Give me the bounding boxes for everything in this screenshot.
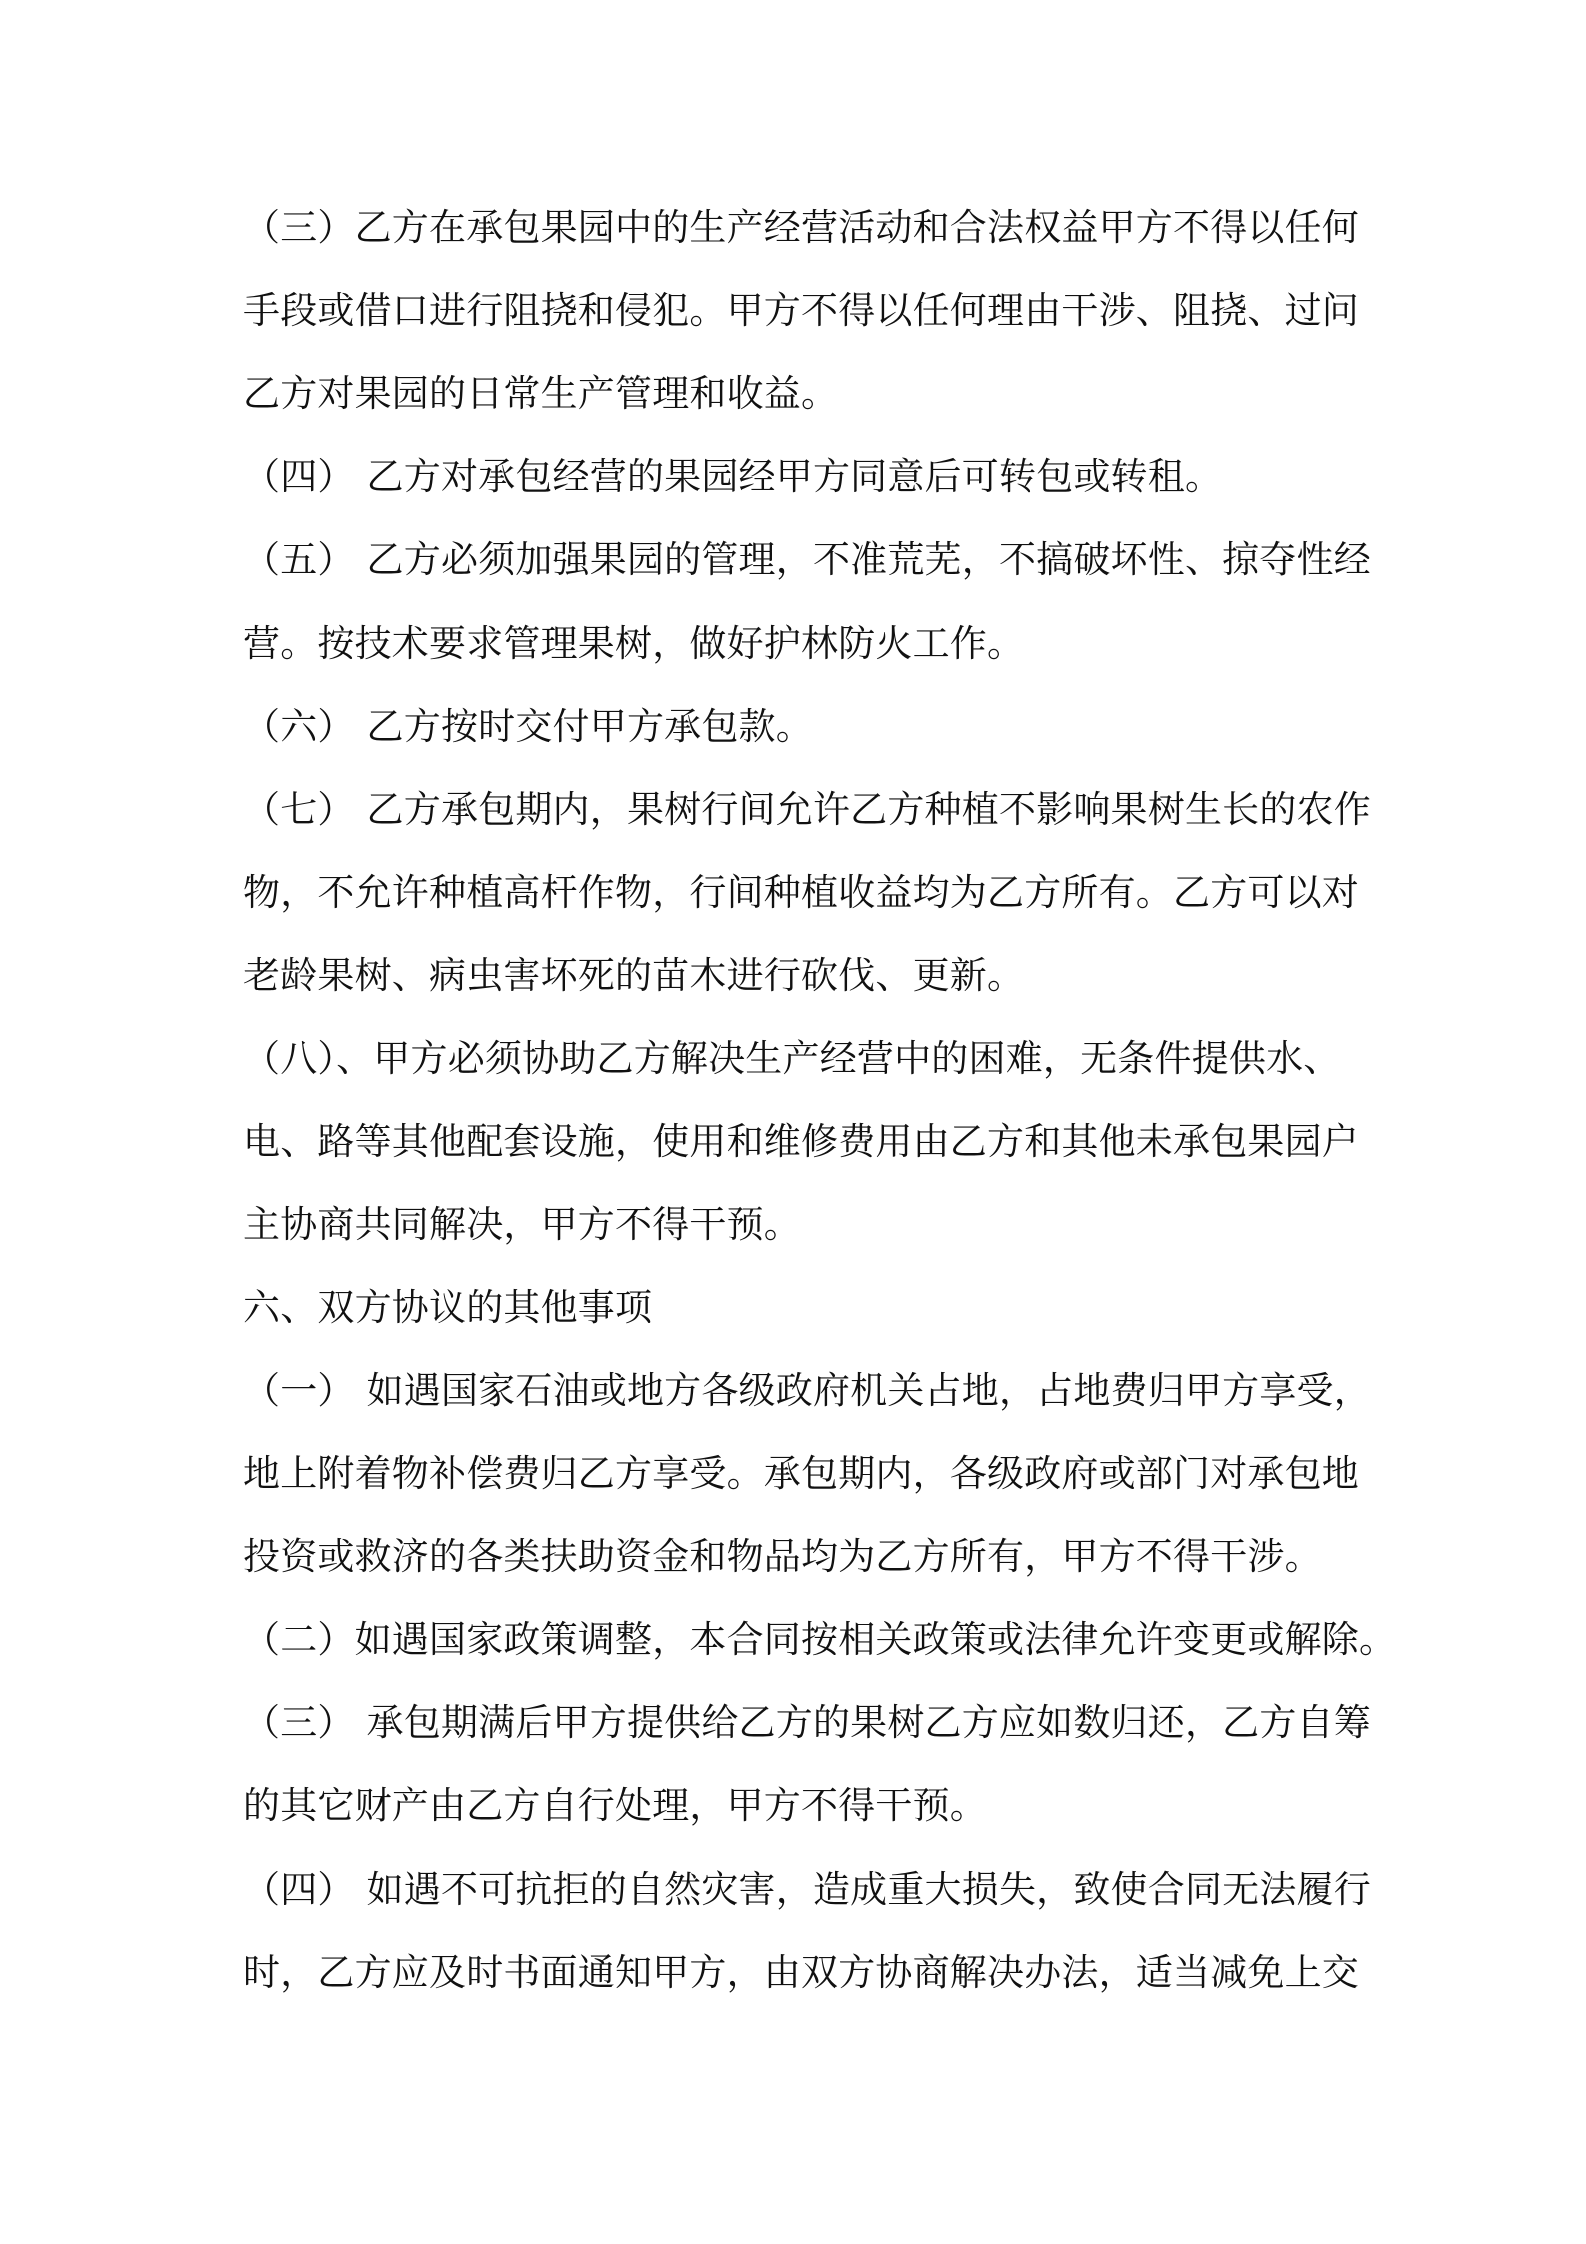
text-line: （七） 乙方承包期内，果树行间允许乙方种植不影响果树生长的农作 [243, 788, 1371, 831]
text-line: 的其它财产由乙方自行处理，甲方不得干预。 [243, 1784, 987, 1827]
text-line: （六） 乙方按时交付甲方承包款。 [243, 705, 813, 748]
text-line: 地上附着物补偿费归乙方享受。承包期内，各级政府或部门对承包地 [243, 1452, 1359, 1495]
text-line: 老龄果树、病虫害坏死的苗木进行砍伐、更新。 [243, 954, 1025, 997]
text-line: （二）如遇国家政策调整，本合同按相关政策或法律允许变更或解除。 [243, 1618, 1397, 1661]
text-line: 手段或借口进行阻挠和侵犯。甲方不得以任何理由干涉、阻挠、过问 [243, 289, 1359, 332]
section-heading: 六、双方协议的其他事项 [243, 1286, 653, 1329]
text-line: （三）乙方在承包果园中的生产经营活动和合法权益甲方不得以任何 [243, 206, 1359, 249]
text-line: 电、路等其他配套设施，使用和维修费用由乙方和其他未承包果园户 [243, 1120, 1359, 1163]
text-line: 营。按技术要求管理果树，做好护林防火工作。 [243, 622, 1025, 665]
text-line: 物，不允许种植高杆作物，行间种植收益均为乙方所有。乙方可以对 [243, 871, 1359, 914]
text-line: （八）、甲方必须协助乙方解决生产经营中的困难，无条件提供水、 [243, 1037, 1341, 1080]
text-line: （三） 承包期满后甲方提供给乙方的果树乙方应如数归还，乙方自筹 [243, 1701, 1371, 1744]
text-line: （四） 如遇不可抗拒的自然灾害，造成重大损失，致使合同无法履行 [243, 1868, 1371, 1911]
text-line: （一） 如遇国家石油或地方各级政府机关占地，占地费归甲方享受， [243, 1369, 1371, 1412]
text-line: 乙方对果园的日常生产管理和收益。 [243, 372, 839, 415]
text-line: 时，乙方应及时书面通知甲方，由双方协商解决办法，适当减免上交 [243, 1951, 1359, 1994]
text-line: 主协商共同解决，甲方不得干预。 [243, 1203, 801, 1246]
text-line: （四） 乙方对承包经营的果园经甲方同意后可转包或转租。 [243, 455, 1223, 498]
text-line: 投资或救济的各类扶助资金和物品均为乙方所有，甲方不得干涉。 [243, 1535, 1322, 1578]
text-line: （五） 乙方必须加强果园的管理，不准荒芜，不搞破坏性、掠夺性经 [243, 538, 1371, 581]
